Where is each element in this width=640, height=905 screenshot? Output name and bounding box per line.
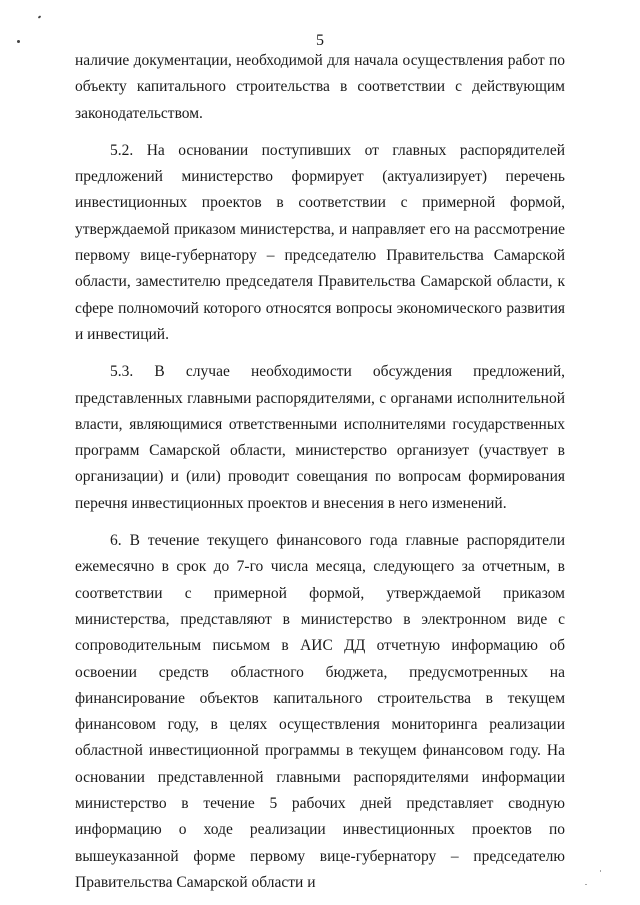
paragraph-continuation: наличие документации, необходимой для начала осуществления работ по объекту капитального строительства в соответствии с действующим законодательством. — [75, 52, 565, 122]
paragraph-5-3: 5.3. В случае необходимости обсуждения предложений, представленных главными распорядителями, с органами исполнительной власти, являющимися ответственными исполнителями государственных программ Самарской области, министерство организует (участвует в организации) и (или) проводит совещания по вопросам формирования перечня инвестиционных проектов и внесения в него изменений. — [75, 363, 565, 512]
scan-artifact-mark — [38, 15, 42, 18]
paragraph-6: 6. В течение текущего финансового года главные распорядители ежемесячно в срок до 7-го числа месяца, следующего за отчетным, в соответствии с примерной формой, утверждаемой приказом министерства, представляют в министерство в электронном виде с сопроводительным письмом в АИС ДД отчетную информацию об освоении средств областного бюджета, предусмотренных на финансирование объектов капитального строительства в текущем финансовом году, в целях осуществления мониторинга реализации областной инвестиционной программы в текущем финансовом году. На основании представленной главными распорядителями информации министерство в течение 5 рабочих дней представляет сводную информацию о ходе реализации инвестиционных проектов по вышеуказанной форме первому вице-губернатору – председателю Правительства Самарской области и — [75, 532, 565, 891]
scan-artifact-speck — [585, 884, 587, 885]
document-body — [75, 48, 565, 896]
page-number: 5 — [316, 32, 324, 49]
paragraph-5-2: 5.2. На основании поступивших от главных распорядителей предложений министерство формирует (актуализирует) перечень инвестиционных проектов в соответствии с примерной формой, утверждаемой приказом министерства, и направляет его на рассмотрение первому вице-губернатору – председателю Правительства Самарской области, заместителю председателя Правительства Самарской области, к сфере полномочий которого относятся вопросы экономического развития и инвестиций. — [75, 141, 565, 343]
scan-artifact-speck — [600, 870, 601, 872]
